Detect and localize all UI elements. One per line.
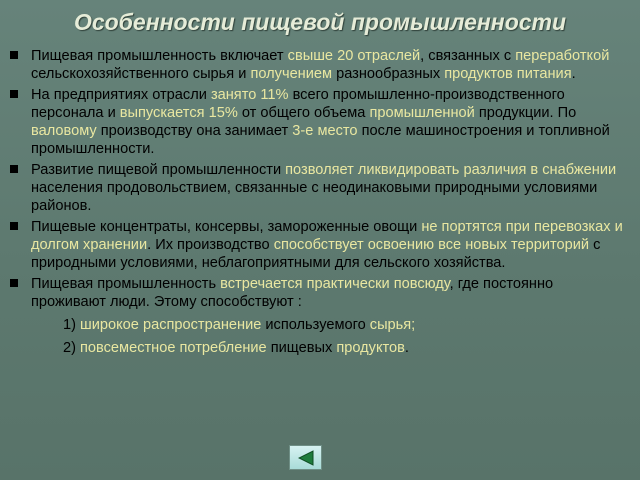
highlight: продуктов питания (444, 66, 572, 82)
highlight: повсеместное потребление (80, 340, 267, 356)
highlight: промышленной (369, 105, 475, 121)
bullet-item (8, 218, 632, 272)
square-bullet-icon (10, 51, 18, 59)
slide-content (8, 47, 632, 359)
highlight: выпускается 15% (119, 105, 238, 121)
highlight: способствует освоению все новых территорий (273, 237, 590, 253)
sub-item: 2) повсеместное потребление пищевых продуктов. (63, 340, 409, 356)
highlight: свыше 20 отраслей (287, 48, 421, 64)
highlight: продуктов (336, 340, 405, 356)
square-bullet-icon (10, 279, 18, 287)
triangle-left-icon (298, 450, 314, 466)
highlight: широкое распространение (80, 317, 262, 333)
bullet-text: Развитие пищевой промышленности позволяет ликвидировать различия в снабжении населения продовольствием, связанные с неодинаковыми природными условиями районов. (31, 162, 617, 214)
square-bullet-icon (10, 222, 18, 230)
bullet-item (8, 47, 632, 83)
square-bullet-icon (10, 90, 18, 98)
highlight: 3-е место (292, 123, 358, 139)
highlight: переработкой (515, 48, 610, 64)
highlight: встречается практически повсюду (220, 276, 450, 292)
highlight: не портятся при перевозках и долгом хранении (31, 219, 623, 253)
bullet-text: Пищевая промышленность включает свыше 20 отраслей, связанных с переработкой сельскохозяйственного сырья и получением разнообразных продуктов питания. (31, 48, 610, 82)
slide-title: Особенности пищевой промышленности (73, 9, 567, 35)
bullet-item (8, 161, 632, 215)
bullet-item (8, 86, 632, 158)
highlight: получением (250, 66, 333, 82)
bullet-item (8, 275, 632, 311)
bullet-text: Пищевые концентраты, консервы, замороженные овощи не портятся при перевозках и долгом хранении. Их производство способствует освоению все новых территорий с природными условиями, неблагоприятными для сельского хозяйства. (31, 219, 623, 271)
back-button[interactable] (289, 445, 322, 470)
highlight: занято 11% (210, 87, 289, 103)
highlight: валовому (31, 123, 97, 139)
sub-item: 1) широкое распространение используемого сырья; (63, 317, 416, 333)
bullet-text: Пищевая промышленность встречается практически повсюду, где постоянно проживают люди. Этому способствуют : (31, 276, 554, 310)
highlight: позволяет ликвидировать различия в снабжении (285, 162, 617, 178)
highlight: сырья; (369, 317, 416, 333)
bullet-text: На предприятиях отрасли занято 11% всего промышленно-производственного персонала и выпускается 15% от общего объема промышленной продукции. По валовому производству она занимает 3-е место после машиностроения и топливной промышленности. (31, 87, 610, 157)
square-bullet-icon (10, 165, 18, 173)
